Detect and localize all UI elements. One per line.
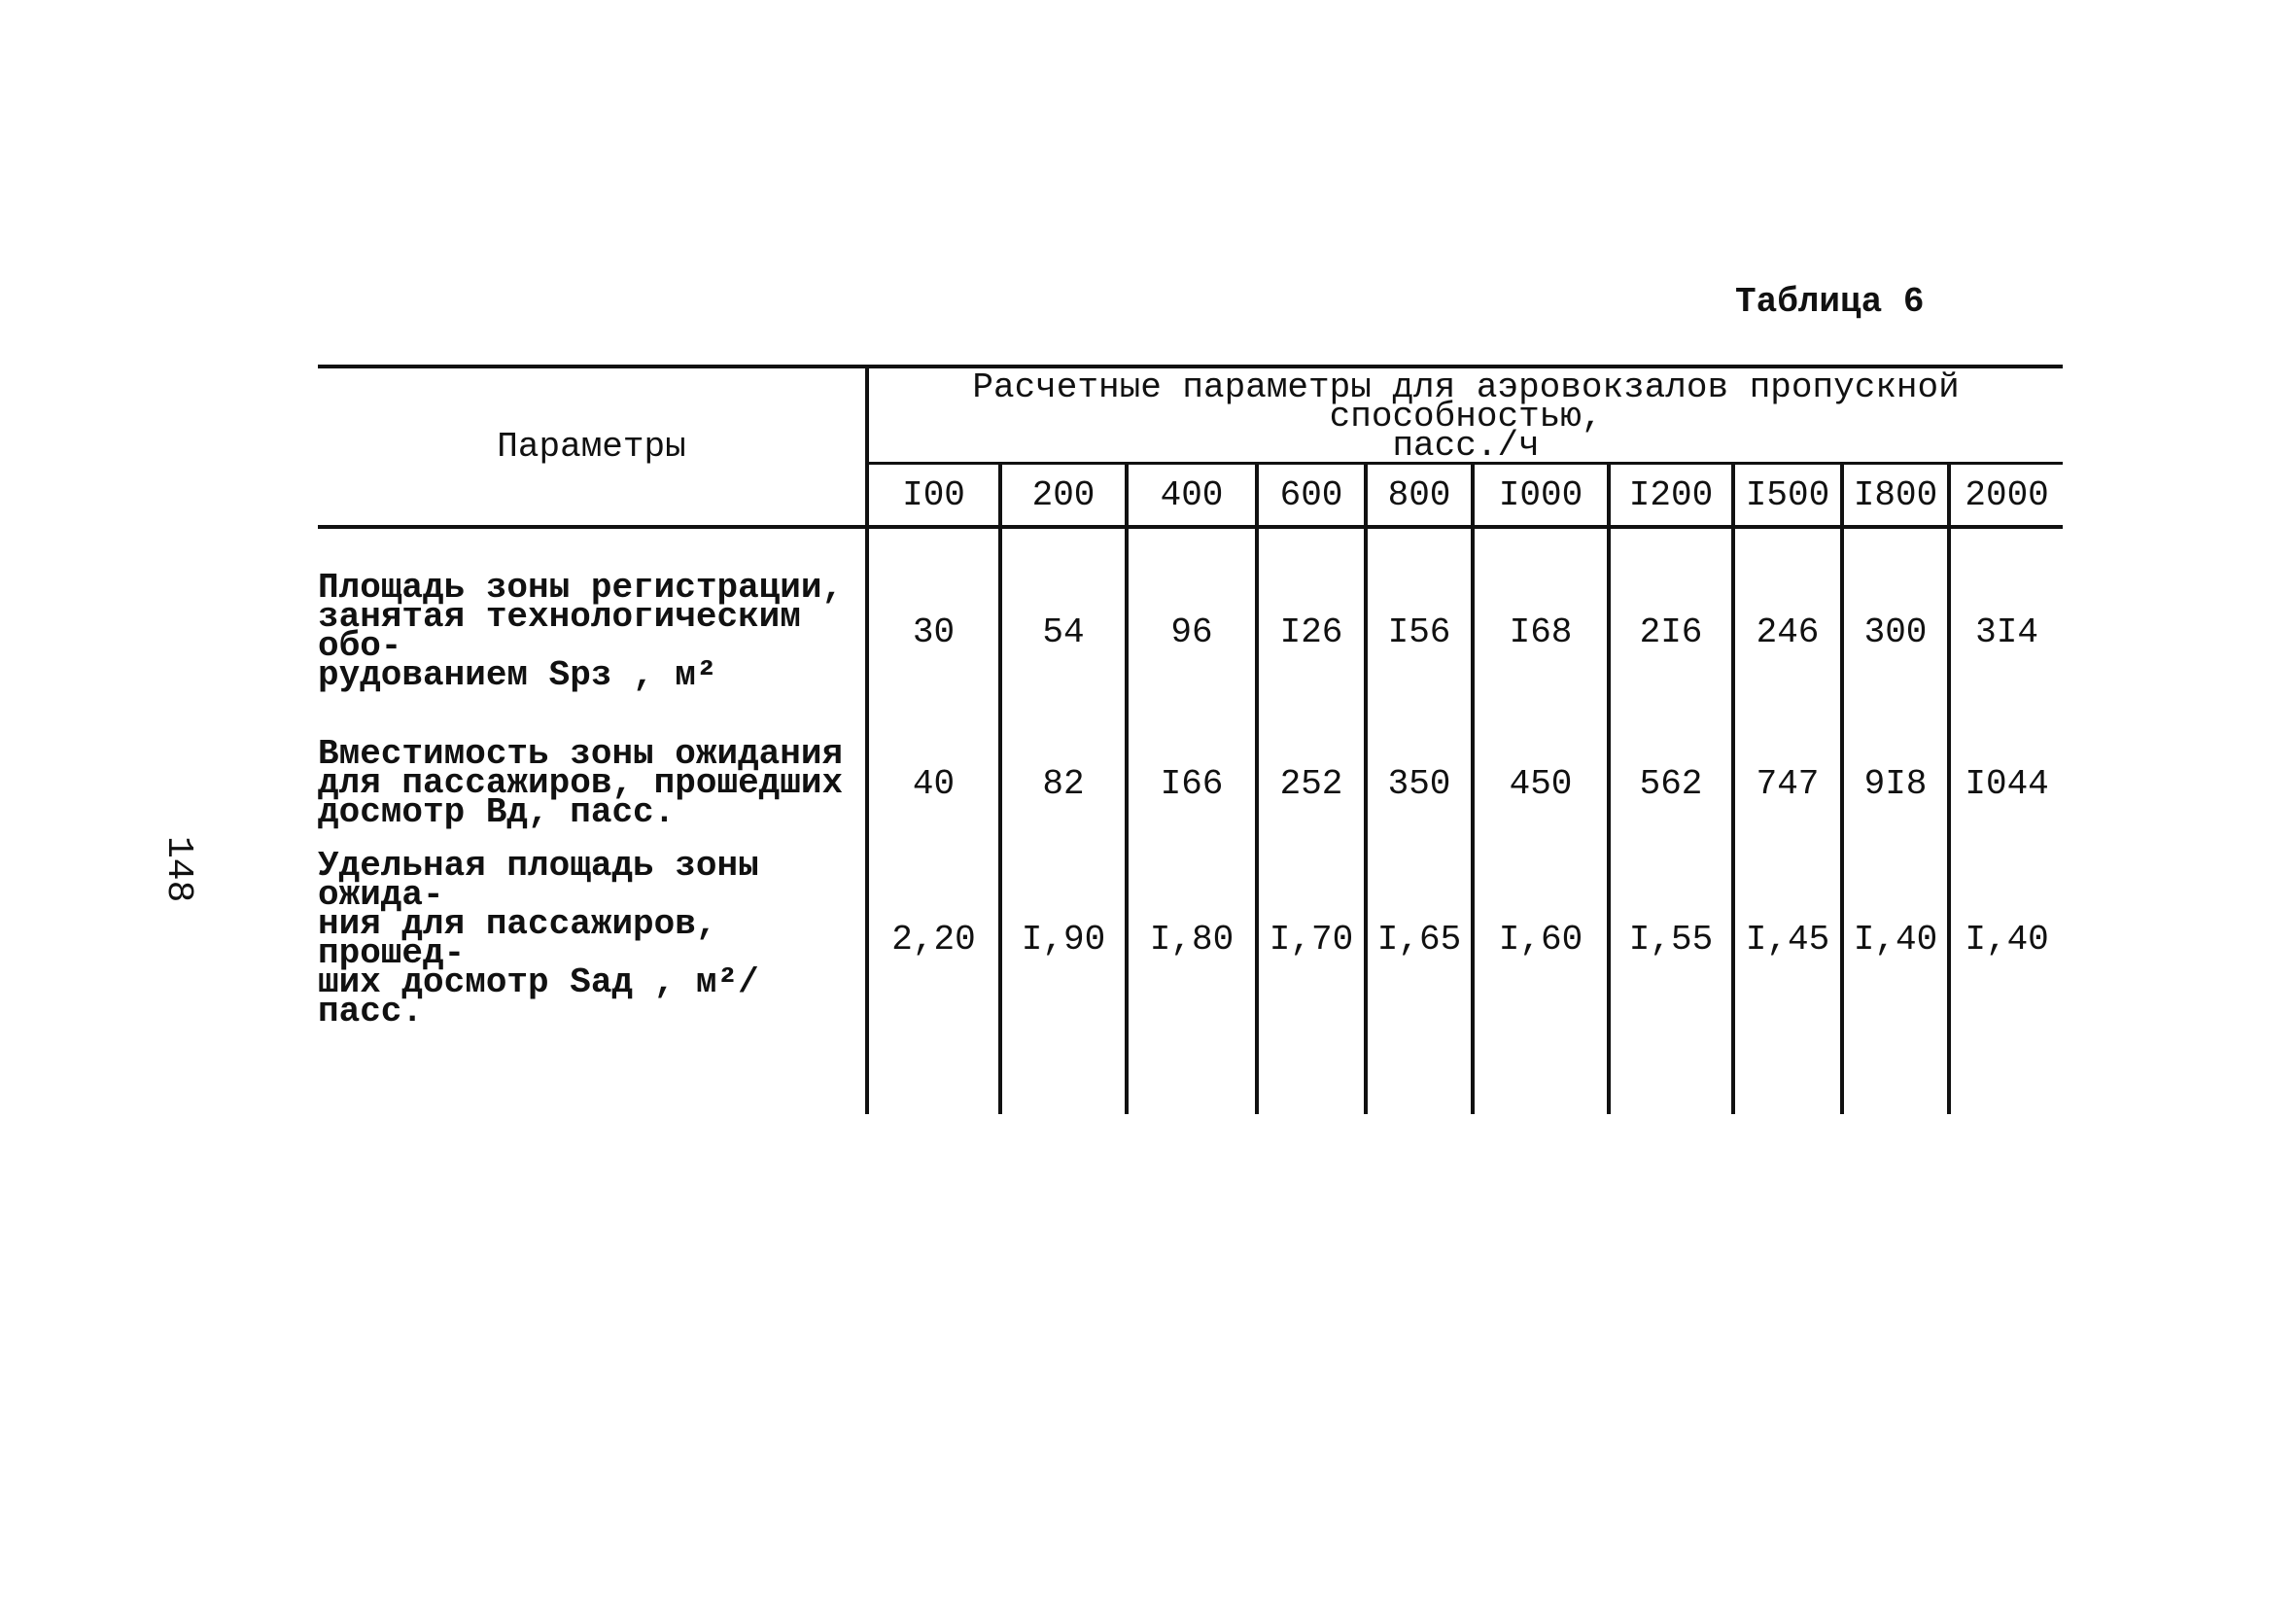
capacity-header: I000 (1473, 464, 1609, 528)
row-label (318, 716, 867, 852)
table-spacer-cell (1257, 1027, 1366, 1114)
table-cell: 40 (867, 716, 1000, 852)
table-header-row (318, 367, 2063, 464)
table-cell: I,55 (1609, 852, 1733, 1027)
capacity-group-header (867, 367, 2063, 464)
capacity-group-header-line-2: пасс./ч (1392, 426, 1540, 466)
table-cell: I,90 (1000, 852, 1127, 1027)
table-row (318, 527, 2063, 716)
table-cell: I66 (1127, 716, 1257, 852)
params-column-header: Параметры (318, 367, 867, 527)
table-cell: I68 (1473, 527, 1609, 716)
table-cell: 30 (867, 527, 1000, 716)
capacity-header: I00 (867, 464, 1000, 528)
row-label-line: ния для пассажиров, прошед- (318, 904, 717, 973)
table-cell: 96 (1127, 527, 1257, 716)
capacity-header: I500 (1733, 464, 1842, 528)
capacity-header: I200 (1609, 464, 1733, 528)
row-label-line: для пассажиров, прошедших (318, 763, 844, 803)
table-cell: 82 (1000, 716, 1127, 852)
row-label-line: досмотр Вд, пасс. (318, 792, 676, 832)
row-label-line: занятая технологическим обо- (318, 597, 801, 666)
table-row (318, 852, 2063, 1027)
row-label (318, 846, 867, 1031)
table-spacer-cell (867, 1027, 1000, 1114)
table-cell: I,45 (1733, 852, 1842, 1027)
table-cell: 2,20 (867, 852, 1000, 1027)
table-cell: 562 (1609, 716, 1733, 852)
capacity-header: 800 (1366, 464, 1473, 528)
table-spacer-cell (1842, 1027, 1949, 1114)
capacity-header: I800 (1842, 464, 1949, 528)
table-row (318, 716, 2063, 852)
capacity-group-header-line-1: Расчетные параметры для аэровокзалов пропускной способностью, (972, 367, 1960, 437)
row-label-line: Удельная площадь зоны ожида- (318, 846, 759, 915)
table-spacer-cell (1733, 1027, 1842, 1114)
table-spacer-cell (1949, 1027, 2063, 1114)
table-cell: I56 (1366, 527, 1473, 716)
table-cell: 300 (1842, 527, 1949, 716)
table-spacer-cell (1473, 1027, 1609, 1114)
table-spacer-cell (1000, 1027, 1127, 1114)
table-cell: I,80 (1127, 852, 1257, 1027)
table-cell: I,65 (1366, 852, 1473, 1027)
table-cell: I26 (1257, 527, 1366, 716)
table-cell: I,60 (1473, 852, 1609, 1027)
table-cell: 54 (1000, 527, 1127, 716)
row-label-line: рудованием Sрз , м² (318, 655, 717, 695)
table-cell: 252 (1257, 716, 1366, 852)
table-cell: I044 (1949, 716, 2063, 852)
table-cell: 3I4 (1949, 527, 2063, 716)
table-spacer-cell (318, 1027, 867, 1114)
table-cell: 350 (1366, 716, 1473, 852)
table-spacer-cell (1609, 1027, 1733, 1114)
table-cell: 246 (1733, 527, 1842, 716)
table-cell: 9I8 (1842, 716, 1949, 852)
page-number: 148 (157, 836, 199, 903)
table-spacer-cell (1366, 1027, 1473, 1114)
table-caption: Таблица 6 (1735, 282, 1925, 322)
table-cell: I,70 (1257, 852, 1366, 1027)
table-cell: 2I6 (1609, 527, 1733, 716)
row-label (318, 527, 867, 716)
parameters-table (318, 365, 2063, 1114)
row-label-line: Вместимость зоны ожидания (318, 734, 844, 774)
capacity-header: 200 (1000, 464, 1127, 528)
capacity-header: 2000 (1949, 464, 2063, 528)
table-spacer-row (318, 1027, 2063, 1114)
table-cell: I,40 (1949, 852, 2063, 1027)
table-cell: I,40 (1842, 852, 1949, 1027)
capacity-header: 600 (1257, 464, 1366, 528)
row-label-line: ших досмотр Sад , м²/пасс. (318, 962, 759, 1031)
capacity-header: 400 (1127, 464, 1257, 528)
row-label-line: Площадь зоны регистрации, (318, 568, 844, 608)
table-cell: 747 (1733, 716, 1842, 852)
table-spacer-cell (1127, 1027, 1257, 1114)
table-cell: 450 (1473, 716, 1609, 852)
